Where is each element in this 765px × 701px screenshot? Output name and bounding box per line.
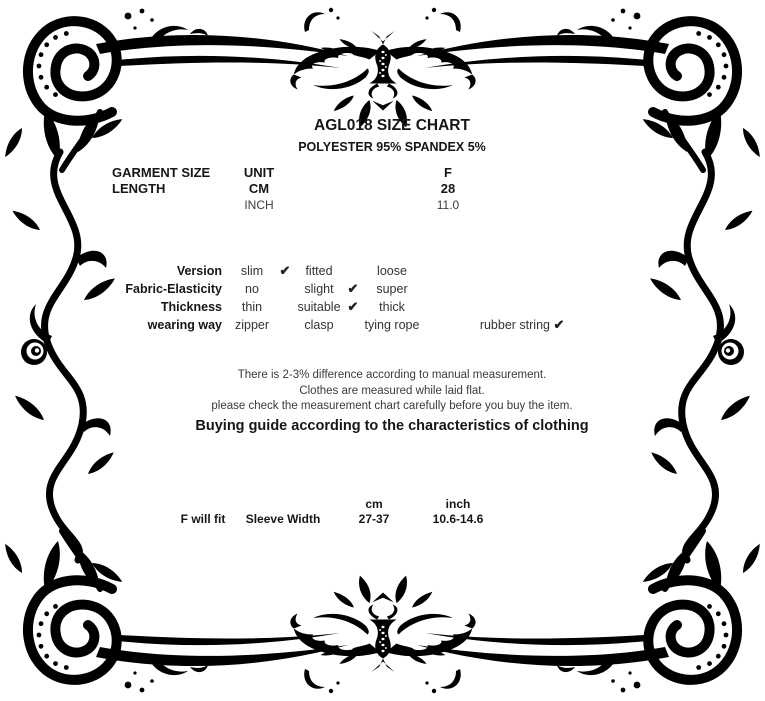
option — [440, 262, 550, 280]
check-icon — [276, 298, 294, 316]
fit-table-dimension: Sleeve Width — [245, 512, 321, 526]
characteristic-row-thickness — [0, 298, 620, 316]
check-icon — [344, 262, 362, 280]
check-icon — [276, 280, 294, 298]
row-label: Version — [176, 264, 222, 278]
check-icon — [550, 298, 568, 316]
size-table-garment-header: GARMENT SIZE — [112, 165, 211, 180]
option: super — [376, 282, 408, 296]
row-label: wearing way — [147, 318, 222, 332]
note-line-1: There is 2-3% difference according to manual measurement. — [237, 369, 547, 381]
option — [440, 298, 550, 316]
check-icon: ✔ — [279, 263, 291, 278]
fit-table-cm-header: cm — [365, 497, 383, 511]
check-icon — [422, 298, 440, 316]
size-table-inch-unit: INCH — [244, 198, 274, 212]
buying-guide-heading: Buying guide according to the characteristics of clothing — [195, 418, 589, 434]
check-icon: ✔ — [553, 317, 565, 332]
check-icon — [276, 316, 294, 334]
option: fitted — [305, 264, 333, 278]
option — [440, 280, 550, 298]
characteristic-row-wearing-way — [0, 316, 620, 334]
row-label: Fabric-Elasticity — [125, 282, 222, 296]
check-icon: ✔ — [347, 281, 359, 296]
check-icon: ✔ — [347, 299, 359, 314]
option: zipper — [234, 318, 270, 332]
option: rubber string — [479, 318, 550, 332]
row-label: Thickness — [160, 300, 222, 314]
note-line-2: Clothes are measured while laid flat. — [299, 385, 485, 397]
fit-table-cm-range: 27-37 — [358, 512, 390, 526]
option: no — [245, 282, 259, 296]
size-table-cm-value: 28 — [440, 181, 456, 196]
check-icon — [550, 280, 568, 298]
check-icon — [550, 262, 568, 280]
size-table-cm-unit: CM — [248, 181, 270, 196]
option: slim — [240, 264, 264, 278]
size-table-length-label: LENGTH — [112, 181, 166, 196]
check-icon — [422, 280, 440, 298]
option: tying rope — [364, 318, 420, 332]
option: slight — [304, 282, 334, 296]
option: suitable — [297, 300, 341, 314]
size-table-unit-header: UNIT — [243, 165, 275, 180]
fit-table-inch-range: 10.6-14.6 — [432, 512, 484, 526]
option: thin — [241, 300, 263, 314]
page-title: AGL018 SIZE CHART — [314, 117, 470, 134]
characteristic-row-version — [0, 262, 620, 280]
characteristic-row-elasticity — [0, 280, 620, 298]
size-table-inch-value: 11.0 — [436, 198, 460, 212]
option: clasp — [304, 318, 334, 332]
fabric-subtitle: POLYESTER 95% SPANDEX 5% — [298, 140, 486, 154]
fit-table-size-label: F will fit — [180, 512, 226, 526]
fit-table-inch-header: inch — [445, 497, 471, 511]
note-line-3: please check the measurement chart carefully before you buy the item. — [211, 400, 573, 412]
size-table-size-header: F — [444, 165, 452, 180]
option: loose — [377, 264, 407, 278]
check-icon — [344, 316, 362, 334]
option: thick — [379, 300, 405, 314]
check-icon — [422, 262, 440, 280]
check-icon — [422, 316, 440, 334]
